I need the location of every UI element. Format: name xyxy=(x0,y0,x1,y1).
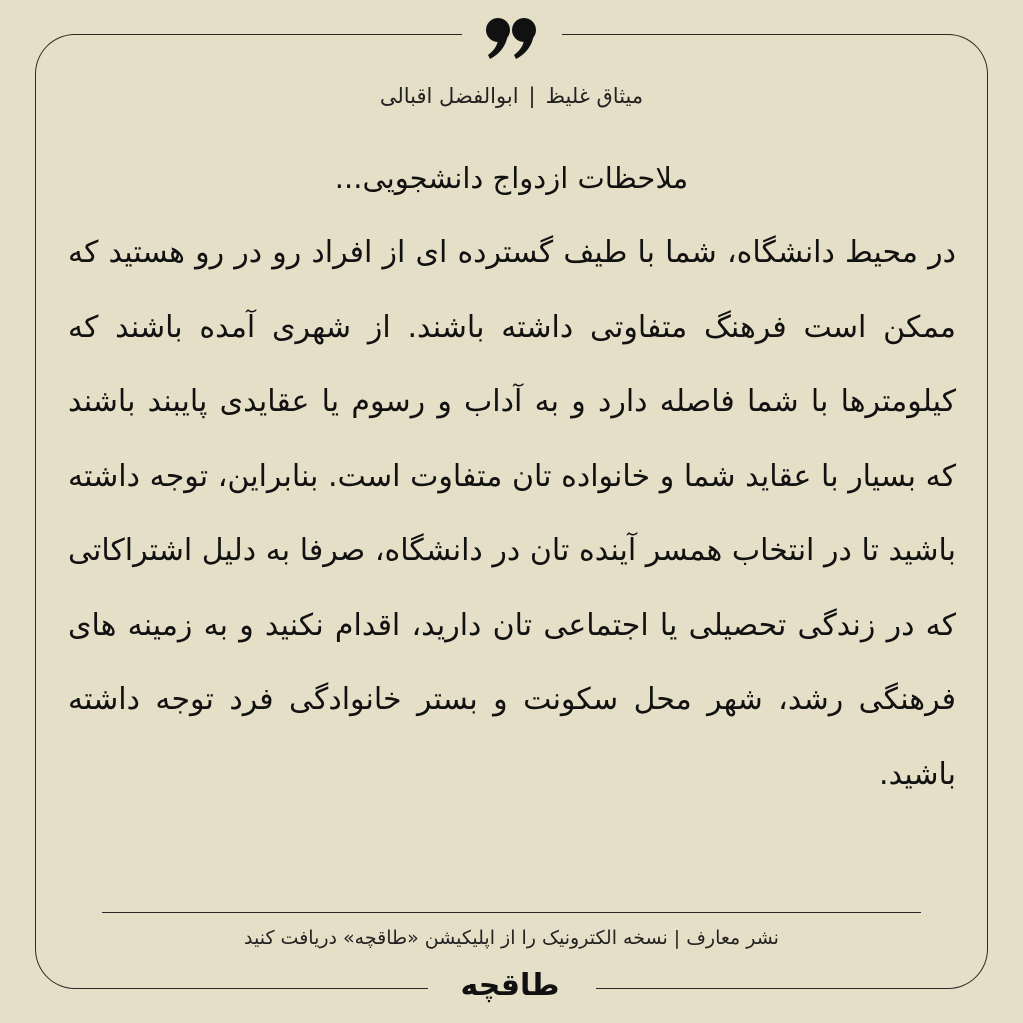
quote-title: ملاحظات ازدواج دانشجویی... xyxy=(334,161,689,195)
taaghche-logo: طاقچه xyxy=(460,968,560,1003)
footer-note: نشر معارف | نسخه الکترونیک را از اپلیکیشن «طاقچه» دریافت کنید xyxy=(244,927,779,949)
book-header xyxy=(100,78,923,114)
quote-body: در محیط دانشگاه، شما با طیف گسترده ای از افراد رو در رو هستید که ممکن است فرهنگ متفاوتی داشته باشند. از شهری آمده باشند که کیلومترها با شما فاصله دارد و به آداب و رسوم یا عقایدی پایبند باشند که بسیار با عقاید شما و خانواده تان متفاوت است. بنابراین، توجه داشته باشید تا در انتخاب همسر آینده تان در دانشگاه، صرفا به دلیل اشتراکاتی که در زندگی تحصیلی یا اجتماعی تان دارید، اقدام نکنید و به زمینه های فرهنگی رشد، شهر محل سکونت و بستر خانوادگی فرد توجه داشته باشید. xyxy=(68,235,956,792)
book-title: میثاق غلیظ xyxy=(545,84,644,108)
footer-divider xyxy=(102,912,921,913)
header-separator: | xyxy=(528,84,536,108)
quote-mark-icon xyxy=(484,14,540,62)
book-author: ابوالفضل اقبالی xyxy=(379,84,519,108)
